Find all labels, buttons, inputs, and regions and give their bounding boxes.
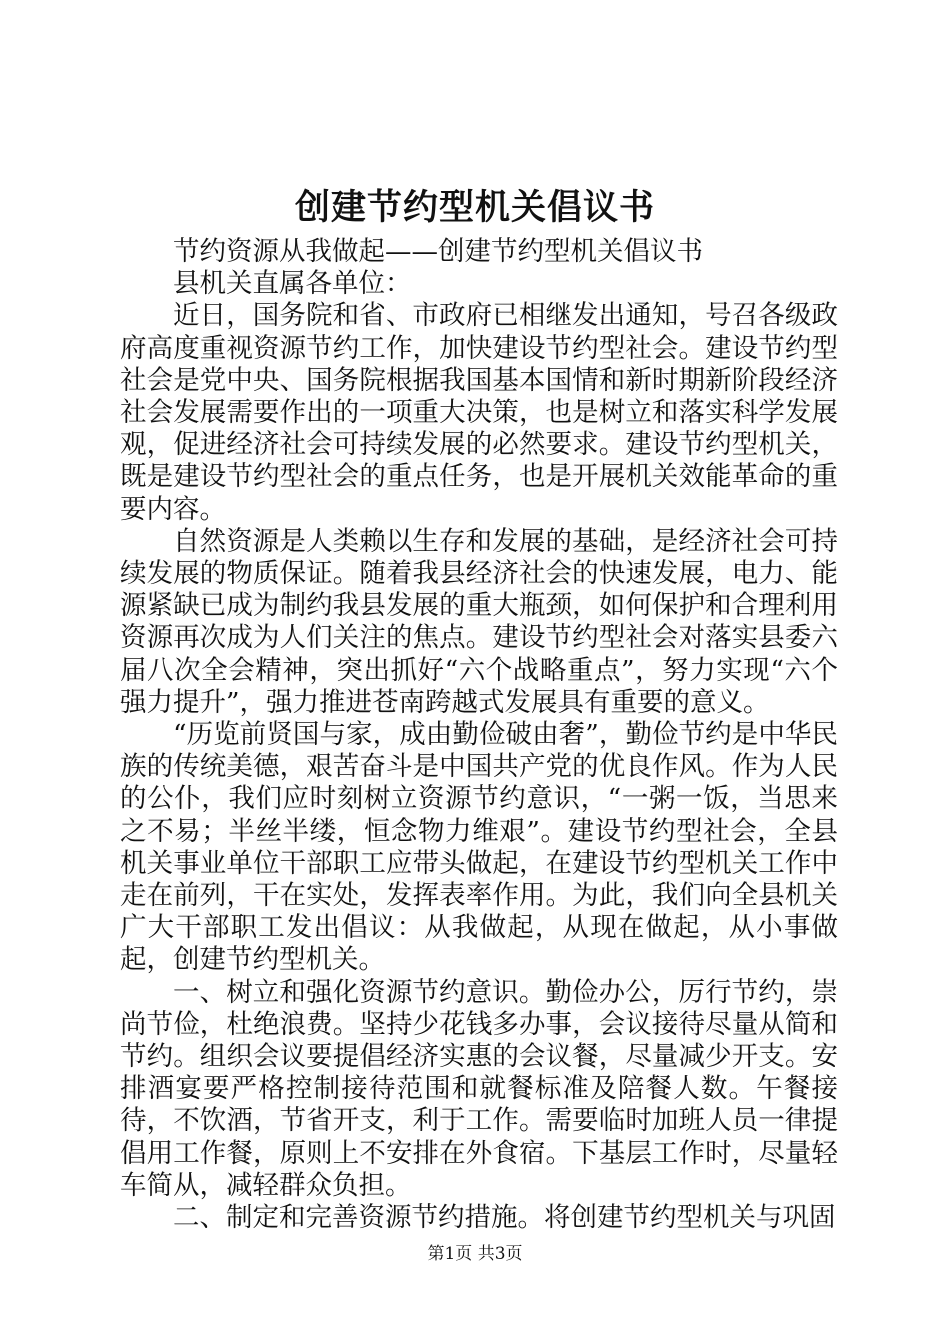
page-number-footer: 第1页 共3页: [427, 1244, 523, 1264]
paragraph: “历览前贤国与家，成由勤俭破由奢”，勤俭节约是中华民族的传统美德，艰苦奋斗是中国共产党的优良作风。作为人民的公仆，我们应时刻树立资源节约意识，“一粥一饭，当思来之不易；半丝半缕，恒念物力维艰”。建设节约型社会，全县机关事业单位干部职工应带头做起，在建设节约型机关工作中走在前列，干在实处，发挥表率作用。为此，我们向全县机关广大干部职工发出倡议：从我做起，从现在做起，从小事做起，创建节约型机关。: [120, 719, 838, 976]
paragraph: 一、树立和强化资源节约意识。勤俭办公，厉行节约，崇尚节俭，杜绝浪费。坚持少花钱多办事，会议接待尽量从简和节约。组织会议要提倡经济实惠的会议餐，尽量减少开支。安排酒宴要严格控制接待范围和就餐标准及陪餐人数。午餐接待，不饮酒，节省开支，利于工作。需要临时加班人员一律提倡用工作餐，原则上不安排在外食宿。下基层工作时，尽量轻车简从，减轻群众负担。: [120, 976, 838, 1201]
document-title: 创建节约型机关倡议书: [294, 187, 655, 228]
paragraph: 近日，国务院和省、市政府已相继发出通知，号召各级政府高度重视资源节约工作，加快建设节约型社会。建设节约型社会是党中央、国务院根据我国基本国情和新时期新阶段经济社会发展需要作出的一项重大决策，也是树立和落实科学发展观，促进经济社会可持续发展的必然要求。建设节约型机关，既是建设节约型社会的重点任务，也是开展机关效能革命的重要内容。: [120, 300, 838, 525]
salutation: 县机关直属各单位：: [173, 268, 412, 300]
subtitle-line: 节约资源从我做起——创建节约型机关倡议书: [173, 236, 703, 267]
paragraph: 自然资源是人类赖以生存和发展的基础，是经济社会可持续发展的物质保证。随着我县经济社会的快速发展，电力、能源紧缺已成为制约我县发展的重大瓶颈，如何保护和合理利用资源再次成为人们关注的焦点。建设节约型社会对落实县委六届八次全会精神，突出抓好“六个战略重点”，努力实现“六个强力提升”，强力推进苍南跨越式发展具有重要的意义。: [120, 525, 838, 718]
paragraph: 二、制定和完善资源节约措施。将创建节约型机关与巩固: [173, 1202, 836, 1234]
document-body: [120, 236, 838, 1234]
